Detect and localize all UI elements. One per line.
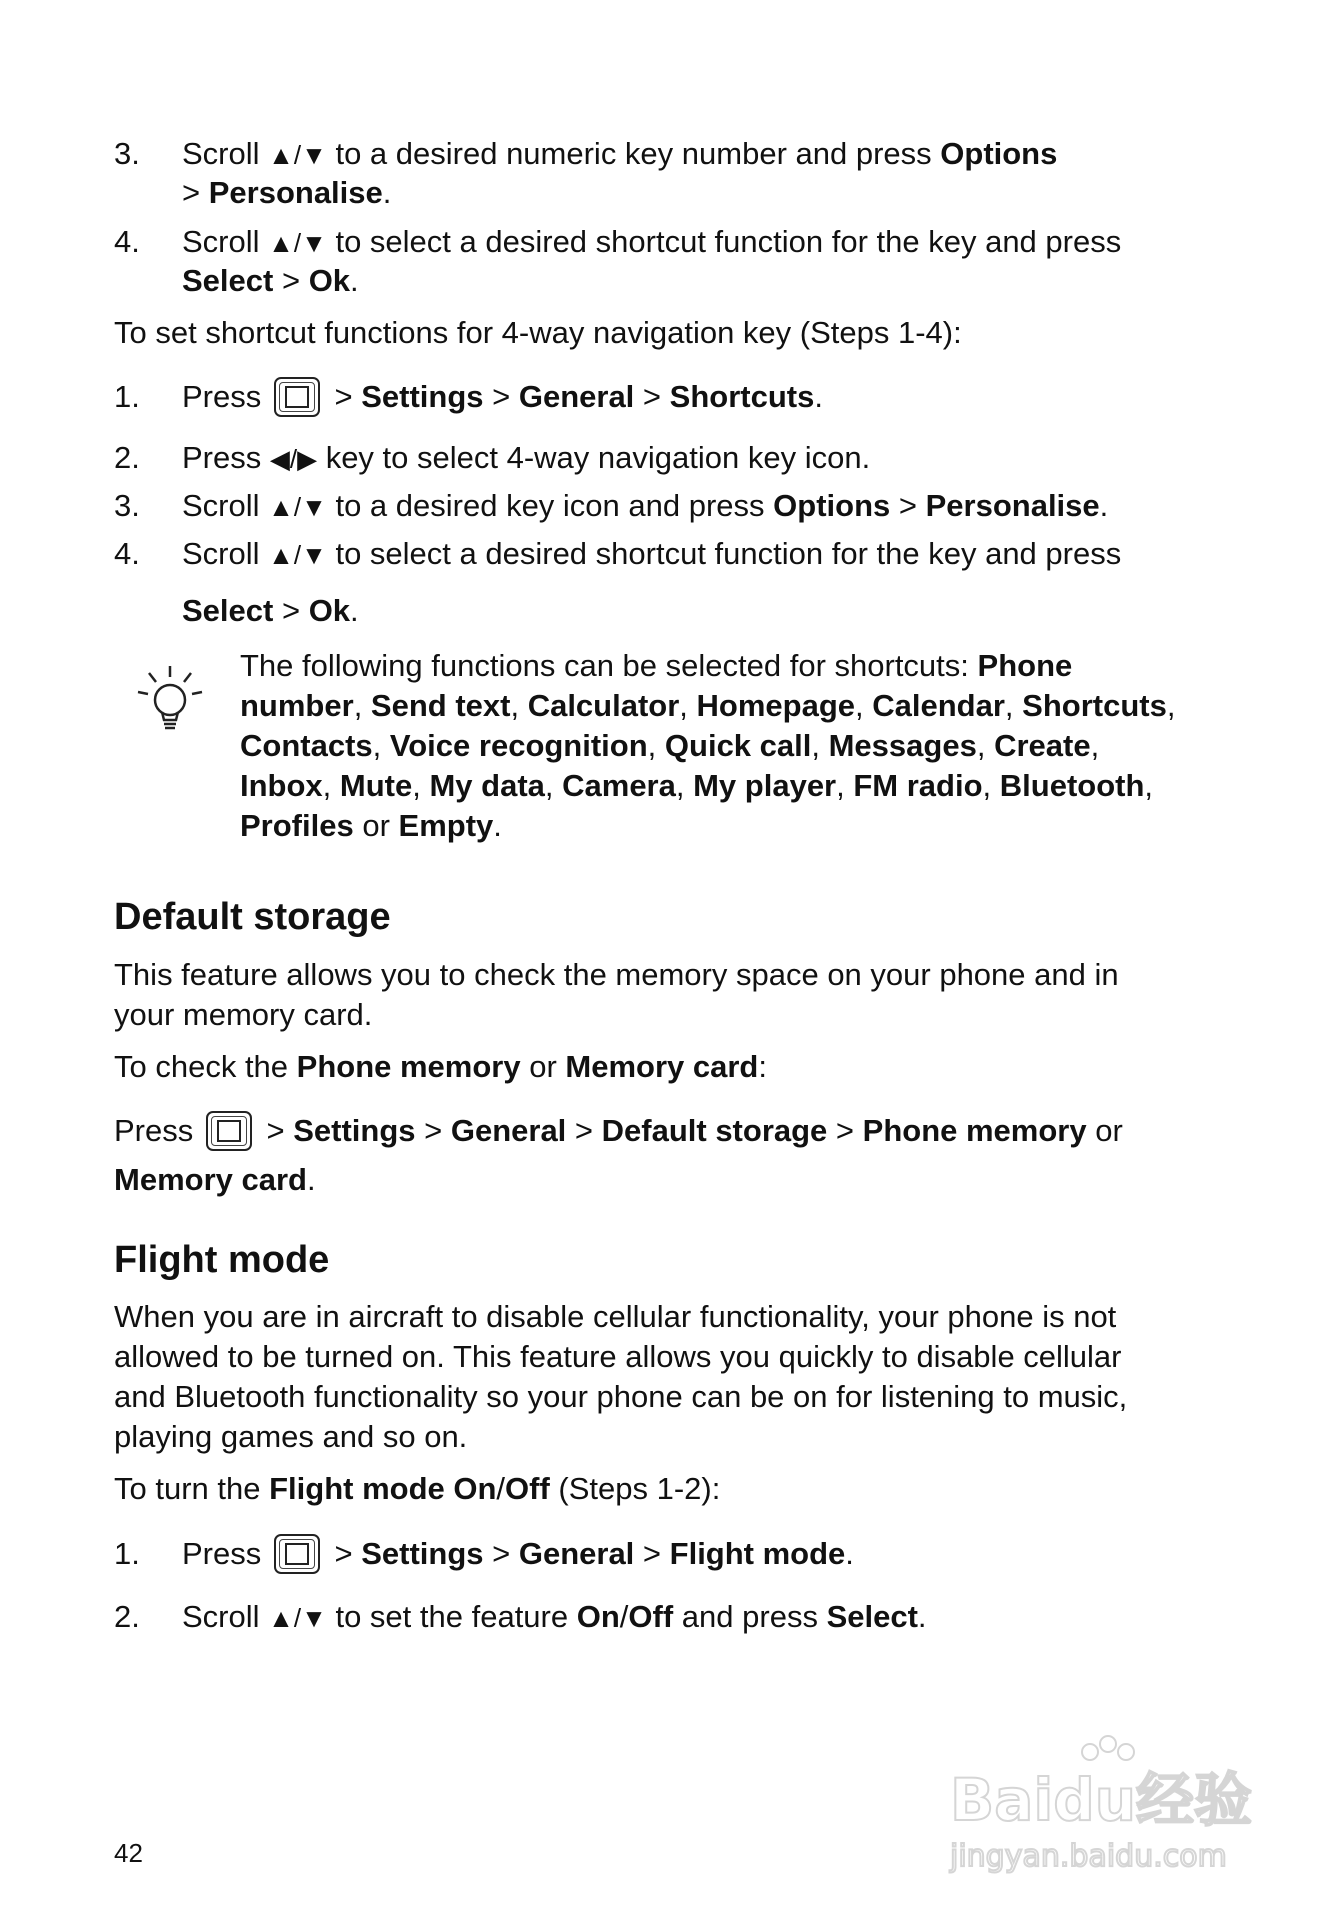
- tip-item: My player: [693, 768, 837, 803]
- ok-label: Ok: [308, 593, 351, 628]
- select-label: Select: [826, 1599, 918, 1634]
- tip-or: or: [353, 808, 399, 843]
- tip-separator: ,: [679, 688, 697, 723]
- punctuation: .: [350, 263, 359, 298]
- tip-item-empty: Empty: [398, 808, 494, 843]
- step-text: Scroll: [182, 488, 269, 523]
- default-storage-heading: Default storage: [114, 896, 391, 938]
- flight-mode-description: When you are in aircraft to disable cellular functionality, your phone is not: [114, 1299, 1117, 1334]
- punctuation: .: [382, 175, 392, 210]
- path-separator: >: [325, 379, 362, 414]
- step-text: Scroll: [182, 136, 269, 171]
- tip-separator: ,: [976, 728, 995, 763]
- up-down-arrows-icon: ▲/▼: [268, 540, 327, 570]
- tip-item: Quick call: [664, 728, 812, 763]
- on-label: On: [576, 1599, 620, 1634]
- tip-item: Homepage: [696, 688, 856, 723]
- ok-label: Ok: [308, 263, 351, 298]
- default-storage-description: This feature allows you to check the memory space on your phone and in: [114, 957, 1119, 992]
- tip-item: Profiles: [240, 808, 354, 843]
- tip-item: Shortcuts: [1022, 688, 1167, 723]
- watermark-brand: Baidu经验: [950, 1766, 1253, 1834]
- punctuation: .: [1099, 488, 1109, 523]
- punctuation: .: [493, 808, 502, 843]
- step-number: 2.: [114, 440, 140, 475]
- slash: /: [619, 1599, 629, 1634]
- settings-label: Settings: [293, 1113, 416, 1148]
- step-text: Press: [182, 440, 270, 475]
- path-separator: >: [182, 175, 209, 210]
- tip-separator: ,: [675, 768, 694, 803]
- path-separator: >: [634, 1536, 670, 1571]
- step-text: Press: [114, 1113, 202, 1148]
- watermark-url: jingyan.baidu.com: [950, 1839, 1227, 1874]
- baidu-watermark-logo: [940, 1730, 1260, 1880]
- step-text: Press: [182, 379, 270, 414]
- up-down-arrows-icon: ▲/▼: [268, 228, 327, 258]
- check-memory-intro: [114, 1047, 1178, 1087]
- select-label: Select: [182, 263, 274, 298]
- up-down-arrows-icon: ▲/▼: [268, 140, 327, 170]
- flight-mode-heading: Flight mode: [114, 1239, 330, 1281]
- tip-item: FM radio: [853, 768, 983, 803]
- step-text: To turn the: [114, 1471, 270, 1506]
- tip-separator: ,: [544, 768, 563, 803]
- page-number: 42: [114, 1838, 143, 1868]
- tip-item: Calculator: [527, 688, 680, 723]
- up-down-arrows-icon: ▲/▼: [268, 1603, 327, 1633]
- path-separator: >: [634, 379, 670, 414]
- settings-label: Settings: [361, 1536, 484, 1571]
- path-separator: >: [483, 1536, 519, 1571]
- select-label: Select: [182, 593, 274, 628]
- tip-item: Bluetooth: [999, 768, 1145, 803]
- tip-item: Voice recognition: [389, 728, 648, 763]
- personalise-label: Personalise: [208, 175, 383, 210]
- memory-card-label: Memory card: [565, 1049, 759, 1084]
- step-number: 2.: [114, 1599, 140, 1634]
- punctuation: .: [350, 593, 359, 628]
- tip-intro: The following functions can be selected for shortcuts:: [240, 648, 978, 683]
- tip-item: My data: [429, 768, 545, 803]
- tip-separator: ,: [1004, 688, 1023, 723]
- step-text: to a desired key icon and press: [326, 488, 774, 523]
- nav-key-intro: To set shortcut functions for 4-way navigation key (Steps 1-4):: [114, 315, 962, 350]
- flight-mode-description: allowed to be turned on. This feature allows you quickly to disable cellular: [114, 1339, 1122, 1374]
- step-text: key to select 4-way navigation key icon.: [317, 440, 871, 475]
- path-separator: >: [827, 1113, 863, 1148]
- step-text: and press: [673, 1599, 827, 1634]
- step-text: to a desired numeric key number and press: [326, 136, 941, 171]
- step-text: to select a desired shortcut function for the key and press: [326, 224, 1122, 259]
- default-storage-path-cont: [114, 1160, 1178, 1200]
- tip-separator: ,: [1166, 688, 1176, 723]
- options-label: Options: [940, 136, 1058, 171]
- path-separator: >: [273, 593, 309, 628]
- tip-item: Send text: [370, 688, 511, 723]
- off-label: Off: [628, 1599, 674, 1634]
- step-text: or: [1086, 1113, 1123, 1148]
- step-text: Scroll: [182, 224, 269, 259]
- options-label: Options: [773, 488, 891, 523]
- up-down-arrows-icon: ▲/▼: [268, 492, 327, 522]
- tip-separator: ,: [412, 768, 430, 803]
- step-text: (Steps 1-2):: [549, 1471, 721, 1506]
- path-separator: >: [273, 263, 309, 298]
- step-number: 3.: [114, 136, 140, 171]
- step-number: 1.: [114, 1536, 140, 1571]
- step-number: 4.: [114, 224, 140, 259]
- shortcut-functions-tip: [240, 646, 1180, 846]
- default-storage-path: [114, 1111, 1178, 1151]
- menu-key-icon: [206, 1111, 252, 1151]
- tip-item: Calendar: [872, 688, 1005, 723]
- tip-separator: ,: [855, 688, 873, 723]
- path-separator: >: [483, 379, 519, 414]
- step-text: to set the feature: [326, 1599, 577, 1634]
- step-text: or: [520, 1049, 566, 1084]
- flight-mode-description: and Bluetooth functionality so your phone can be on for listening to music,: [114, 1379, 1128, 1414]
- general-label: General: [518, 1536, 635, 1571]
- tip-separator: ,: [982, 768, 1000, 803]
- tip-separator: ,: [836, 768, 854, 803]
- path-separator: >: [415, 1113, 451, 1148]
- tip-item: Inbox: [240, 768, 323, 803]
- step-number: 3.: [114, 488, 140, 523]
- general-label: General: [518, 379, 635, 414]
- tip-item: Phone number: [240, 648, 1073, 723]
- path-separator: >: [257, 1113, 294, 1148]
- step-text: Press: [182, 1536, 270, 1571]
- phone-memory-label: Phone memory: [862, 1113, 1087, 1148]
- path-separator: >: [325, 1536, 362, 1571]
- step-text: Scroll: [182, 536, 269, 571]
- phone-memory-label: Phone memory: [296, 1049, 521, 1084]
- flight-mode-intro: [114, 1469, 1178, 1509]
- tip-separator: ,: [647, 728, 665, 763]
- punctuation: .: [306, 1162, 316, 1197]
- default-storage-label: Default storage: [601, 1113, 828, 1148]
- lightbulb-icon: [134, 660, 206, 740]
- memory-card-label: Memory card: [114, 1162, 307, 1197]
- menu-key-icon: [274, 377, 320, 417]
- step-text: to select a desired shortcut function for the key and press: [326, 536, 1122, 571]
- left-right-arrows-icon: ◀/▶: [269, 444, 318, 474]
- path-separator: >: [566, 1113, 602, 1148]
- personalise-label: Personalise: [925, 488, 1100, 523]
- flight-mode-on-label: Flight mode On: [269, 1471, 497, 1506]
- tip-item: Create: [994, 728, 1091, 763]
- tip-separator: ,: [510, 688, 528, 723]
- tip-item: Contacts: [240, 728, 373, 763]
- default-storage-description-cont: your memory card.: [114, 997, 373, 1032]
- slash: /: [496, 1471, 506, 1506]
- punctuation: .: [814, 379, 823, 414]
- punctuation: .: [917, 1599, 927, 1634]
- punctuation: :: [758, 1049, 767, 1084]
- step-text: To check the: [114, 1049, 297, 1084]
- tip-separator: ,: [322, 768, 340, 803]
- flight-mode-label: Flight mode: [669, 1536, 846, 1571]
- general-label: General: [450, 1113, 567, 1148]
- tip-item: Messages: [828, 728, 977, 763]
- settings-label: Settings: [361, 379, 484, 414]
- tip-separator: ,: [353, 688, 371, 723]
- flight-mode-description: playing games and so on.: [114, 1419, 468, 1454]
- shortcuts-label: Shortcuts: [669, 379, 815, 414]
- off-label: Off: [505, 1471, 550, 1506]
- tip-separator: ,: [1090, 728, 1100, 763]
- tip-separator: ,: [372, 728, 390, 763]
- punctuation: .: [845, 1536, 854, 1571]
- menu-key-icon: [274, 1534, 320, 1574]
- tip-separator: ,: [811, 728, 829, 763]
- step-text: Scroll: [182, 1599, 269, 1634]
- tip-separator: ,: [1144, 768, 1154, 803]
- tip-item: Camera: [562, 768, 676, 803]
- path-separator: >: [890, 488, 926, 523]
- step-number: 1.: [114, 379, 140, 414]
- tip-item: Mute: [339, 768, 413, 803]
- step-number: 4.: [114, 536, 140, 571]
